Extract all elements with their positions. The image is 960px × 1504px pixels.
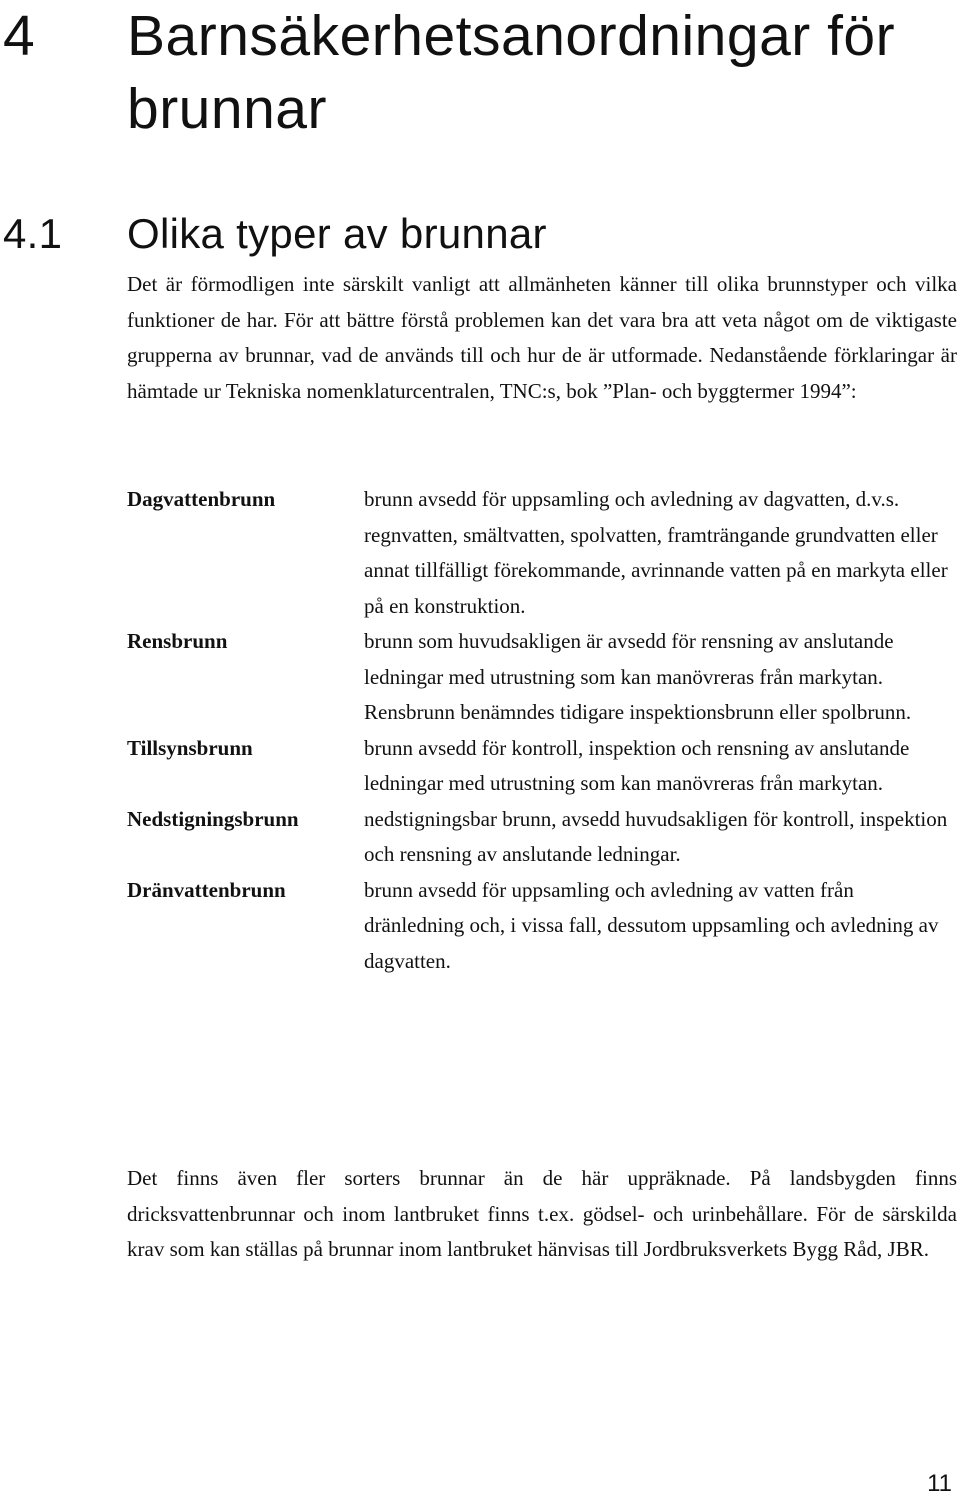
section-title: Olika typer av brunnar	[127, 210, 547, 257]
definition-text: brunn som huvudsakligen är avsedd för rensning av anslutande ledningar med utrustning som kan manövreras från markytan. Rensbrunn benämndes tidigare inspektionsbrunn eller spolbrunn.	[364, 629, 912, 724]
definition-term: Tillsynsbrunn	[127, 735, 253, 760]
definition-row-rensbrunn	[127, 624, 957, 731]
definition-row-dagvattenbrunn	[127, 482, 957, 624]
page-number: 11	[927, 1470, 952, 1497]
closing-paragraph: Det finns även fler sorters brunnar än de här uppräknade. På landsbygden finns dricksvattenbrunnar och inom lantbruket finns t.ex. gödsel- och urinbehållare. För de särskilda krav som kan ställas på brunnar inom lantbruket hänvisas till Jordbruksverkets Bygg Råd, JBR.	[127, 1166, 957, 1261]
definition-row-nedstigningsbrunn	[127, 802, 957, 873]
definition-term: Dagvattenbrunn	[127, 487, 276, 511]
definition-row-tillsynsbrunn	[127, 731, 957, 802]
definition-term: Rensbrunn	[127, 629, 228, 653]
section-number: 4.1	[3, 210, 63, 257]
definition-row-dranvattenbrunn	[127, 873, 957, 980]
definition-text: brunn avsedd för uppsamling och avledning av vatten från dränledning och, i vissa fall, dessutom uppsamling och avledning av dagvatten.	[364, 877, 939, 973]
definition-list	[127, 482, 957, 979]
definition-term: Dränvattenbrunn	[127, 877, 286, 902]
definition-text: brunn avsedd för uppsamling och avledning av dagvatten, d.v.s. regnvatten, smältvatten, spolvatten, framträngande grundvatten eller annat tillfälligt förekommande, avrinnande vatten på en markyta eller på en konstruktion.	[364, 487, 948, 618]
definition-text: brunn avsedd för kontroll, inspektion och rensning av anslutande ledningar med utrustning som kan manövreras från markytan.	[364, 735, 910, 795]
intro-paragraph: Det är förmodligen inte särskilt vanligt att allmänheten känner till olika brunnstyper och vilka funktioner de har. För att bättre förstå problemen kan det vara bra att veta något om de viktigaste grupperna av brunnar, vad de används till och hur de är utformade. Nedanstående förklaringar är hämtade ur Tekniska nomenklaturcentralen, TNC:s, bok ”Plan- och byggtermer 1994”:	[127, 272, 957, 403]
definition-term: Nedstigningsbrunn	[127, 806, 299, 831]
chapter-number: 4	[3, 4, 36, 68]
definition-text: nedstigningsbar brunn, avsedd huvudsakligen för kontroll, inspektion och rensning av anslutande ledningar.	[364, 806, 948, 866]
chapter-title: Barnsäkerhetsanordningar för brunnar	[127, 4, 896, 141]
